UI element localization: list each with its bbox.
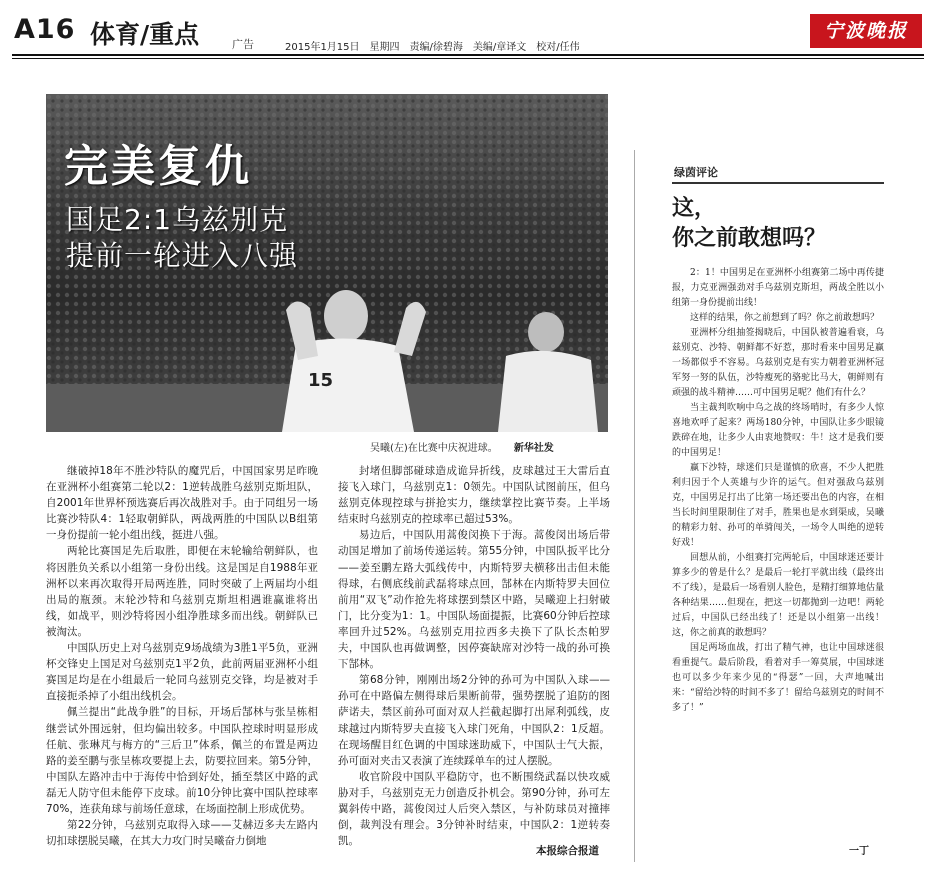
commentary-rule (672, 182, 884, 184)
main-article (46, 463, 610, 863)
article-column-2 (338, 463, 610, 849)
photo-subhead-1: 国足2:1乌兹别克 (66, 203, 289, 236)
header-rule-thin (12, 58, 924, 59)
edition-meta: 2015年1月15日 星期四 责编/徐碧海 美编/章译文 校对/任伟 (285, 42, 580, 53)
article-paragraph: 两轮比赛国足先后取胜，即便在末轮输给朝鲜队，也将因胜负关系以小组第一身份出线。这是国足自1988年亚洲杯以来再次取得开局两连胜，同时突破了上两届均小组出局的瓶颈。末轮沙特和乌兹别克斯坦相遇谁赢谁将出线，如战平，则沙特将因小组净胜球多而出线。朝鲜队已被淘汰。 (46, 545, 318, 638)
ad-label: 广告 (232, 38, 254, 51)
article-paragraph: 易边后，中国队用蒿俊闵换下于海。蒿俊闵出场后带动国足增加了前场传递运转。第55分钟，中国队扳平比分——姜至鹏左路大弧线传中，内斯特罗夫横移出击但未能得球，右侧底线前武磊将球点回，郜林在内斯特罗夫回位前用“双飞”动作抢先将球摆到禁区中路，吴曦迎上扫射破门，比分变为1：1。中国队场面提振，比赛60分钟后控球率回升过52%。乌兹别克用拉西多夫换下了队长杰帕罗夫，中国队也再做调整，因停赛缺席对沙特一战的孙可换下郜林。 (338, 529, 610, 671)
lead-photo (46, 94, 608, 432)
article-paragraph: 收官阶段中国队平稳防守，也不断围绕武磊以快攻威胁对手，乌兹别克无力创造反扑机会。第90分钟，孙可左翼斜传中路，蒿俊闵过人后突入禁区，与补防球员对撞摔倒，裁判没有理会。3分钟补时结束，中国队2：1逆转奏凯。 (338, 770, 610, 848)
commentary-paragraph: 赢下沙特，球迷们只是谨慎的欣喜，不少人把胜利归因于个人英雄与少许的运气。但对强敌乌兹别克，中国男足打出了比第一场还要出色的内容，在相当长时间里限制住了对手，胜果也是水到渠成，吴曦的精彩力射、孙可的单骑闯关，一场令人叫绝的逆转好戏！ (672, 463, 884, 548)
photo-subhead-2: 提前一轮进入八强 (66, 239, 299, 272)
column-divider (634, 150, 635, 862)
commentary-paragraph: 回想从前，小组赛打完两轮后，中国球迷还要计算多少的曾是什么？是最后一轮打平就出线（最终出不了线），是最后一场看别人脸色，是精打细算地估量各种结果……但现在，把这一切都抛到一边吧！两轮过后，中国队已经出线了！还是以小组第一出线！这，你之前真的敢想吗？ (672, 553, 884, 638)
commentary-title (672, 194, 826, 254)
section-title: 体育/重点 (90, 20, 200, 49)
article-paragraph: 第22分钟，乌兹别克取得入球——艾赫迈多夫左路内切扣球摆脱吴曦，在其大力攻门时吴曦奋力倒地 (46, 819, 318, 848)
article-byline: 本报综合报道 (536, 845, 599, 857)
article-paragraph: 中国队历史上对乌兹别克9场战绩为3胜1平5负，亚洲杯交锋史上国足对乌兹别克1平2负，此前两届亚洲杯小组赛国足均是在小组最后一轮同乌兹别克交锋，均是被对手直接扼杀掉了小组出线机会。 (46, 642, 318, 703)
photo-caption (370, 439, 554, 454)
article-paragraph: 佩兰提出“此战争胜”的目标，开场后郜林与张呈栋相继尝试外围远射，但均偏出较多。中国队控球时明显形成任航、张琳芃与梅方的“三后卫”体系，佩兰的布置是两边路的姜至鹏与张呈栋攻要提上去，防要拉回来。第5分钟，中国队左路冲击中于海传中恰到好处，插至禁区中路的武磊无人防守但未能停下皮球。前10分钟比赛中国队控球率70%，连获角球与前场任意球，在场面控制上形成优势。 (46, 706, 318, 815)
header-rule (12, 54, 924, 56)
commentary-paragraph: 当主裁判吹响中乌之战的终场哨时，有多少人惊喜地欢呼了起来？两场180分钟，中国队让多少眼镜跌碎在地，让多少人由衷地赞叹：牛！这才是我们要的中国男足！ (672, 403, 884, 458)
page-header (0, 0, 935, 58)
commentary-column (664, 160, 888, 860)
article-paragraph: 继破掉18年不胜沙特队的魔咒后，中国国家男足昨晚在亚洲杯小组赛第二轮以2：1逆转战胜乌兹别克斯坦队，自2001年世界杯预选赛后再次战胜对手。由于同组另一场比赛沙特队4：1轻取朝鲜队，两战两胜的中国队以B组第一身份提前一轮小组出线，挺进八强。 (46, 465, 318, 542)
newspaper-logo: 宁波晚报 (810, 14, 922, 48)
commentary-paragraph: 亚洲杯分组抽签揭晓后，中国队被普遍看衰，乌兹别克、沙特、朝鲜都不好惹，那时看来中国男足赢一场都似乎不容易。乌兹别克是有实力朝着亚洲杯冠军努一努的队伍，沙特瘦死的骆驼比马大，朝鲜则有顽强的战斗精神……可中国男足呢？他们有什么？ (672, 328, 884, 398)
commentary-title-line-2: 你之前敢想吗？ (672, 226, 827, 251)
page-number: A16 (14, 14, 76, 45)
commentary-paragraph: 这样的结果，你之前想到了吗？你之前敢想吗？ (690, 313, 880, 323)
commentary-title-line-1: 这， (672, 196, 717, 221)
commentary-paragraph: 2：1！中国男足在亚洲杯小组赛第二场中再传捷报，力克亚洲强劲对手乌兹别克斯坦，两战全胜以小组第一身份提前出线！ (672, 268, 884, 308)
commentary-signature: 一丁 (849, 846, 869, 857)
commentary-body (672, 266, 884, 716)
photo-credit: 新华社发 (513, 443, 554, 454)
article-paragraph: 封堵但脚部碰球造成诡异折线，皮球越过王大雷后直接飞入球门，乌兹别克1：0领先。中国队试图前压，但乌兹别克体现控球与拼抢实力，继续掌控比赛节奏。上半场结束时乌兹别克的控球率已超过53%。 (338, 465, 610, 526)
photo-headline: 完美复仇 (64, 141, 252, 192)
commentary-paragraph: 国足两场血战，打出了精气神，也让中国球迷很看重提气。最后阶段，看着对手一筹莫展，中国球迷也可以多少年来少见的“得瑟”一回，大声地喊出来：“留给沙特的时间不多了！留给乌兹别克的时间不多了！” (672, 643, 884, 713)
commentary-tag: 绿茵评论 (674, 166, 718, 179)
article-paragraph: 第68分钟，刚刚出场2分钟的孙可为中国队入球——孙可在中路偏左侧得球后果断前带，强势摆脱了追防的图萨诺夫，禁区前孙可面对双人拦截起脚打出犀利弧线，皮球越过内斯特罗夫直接飞入球门死角，中国队2：1反超。在现场醒目红色调的中国球迷助威下，中国队士气大振，孙可面对夹击又表演了连续踩单车的过人摆脱。 (338, 674, 610, 767)
article-column-1 (46, 463, 318, 849)
svg-text:15: 15 (308, 370, 334, 391)
caption-text: 吴曦(左)在比赛中庆祝进球。 (370, 443, 498, 454)
